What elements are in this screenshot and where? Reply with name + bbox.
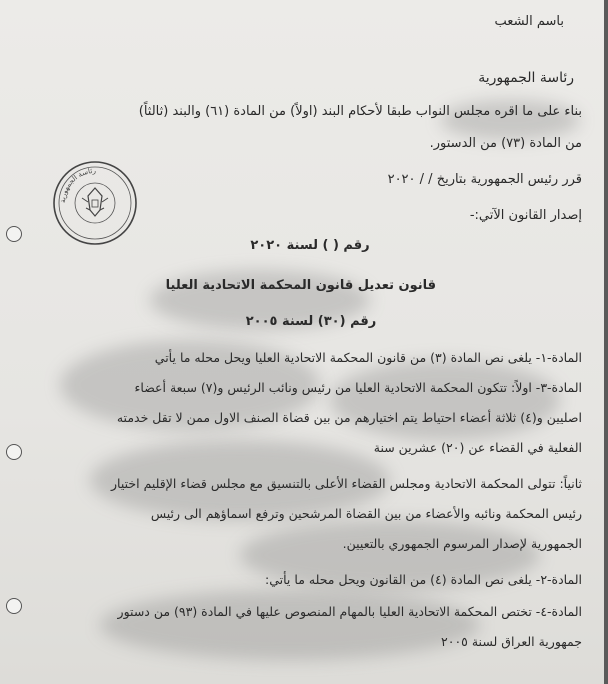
svg-text:رئاسة الجمهورية: رئاسة الجمهورية	[58, 166, 97, 204]
article-2-line-2: جمهورية العراق لسنة ٢٠٠٥	[441, 634, 582, 649]
issuance-line: إصدار القانون الآتي:-	[469, 208, 582, 223]
article-1-para-2-line-2: رئيس المحكمة ونائبه والأعضاء من بين القضاة المرشحين وترفع اسماؤهم الى رئيس	[150, 506, 582, 521]
article-1-intro: المادة-١- يلغى نص المادة (٣) من قانون المحكمة الاتحادية العليا ويحل محله ما يأتي	[154, 350, 582, 365]
smudge	[330, 360, 560, 440]
preamble-line-1: بناء على ما اقره مجلس النواب طبقا لأحكام البند (اولاً) من المادة (٦١) والبند (ثالثاً)	[138, 104, 582, 119]
law-reference: رقم (٣٠) لسنة ٢٠٠٥	[245, 314, 377, 329]
doc-issuer: رئاسة الجمهورية	[478, 70, 574, 86]
article-2-intro: المادة-٢- يلغى نص المادة (٤) من القانون ويحل محله ما يأتي:	[265, 572, 582, 587]
presidency-seal-icon	[52, 160, 138, 246]
article-1-para-1-line-3: الفعلية في القضاء عن (٢٠) عشرين سنة	[373, 440, 582, 455]
doc-header: باسم الشعب	[494, 14, 564, 29]
law-number: رقم ( ) لسنة ٢٠٢٠	[250, 238, 370, 253]
article-1-para-2-line-1: ثانياً: تتولى المحكمة الاتحادية ومجلس القضاء الأعلى بالتنسيق مع مجلس قضاء الإقليم اختيار	[111, 476, 582, 491]
law-title: قانون تعديل قانون المحكمة الاتحادية العليا	[165, 278, 436, 293]
preamble-line-2: من المادة (٧٣) من الدستور.	[429, 136, 582, 151]
punch-hole	[6, 226, 22, 242]
article-1-para-2-line-3: الجمهورية لإصدار المرسوم الجمهوري بالتعيين.	[342, 536, 582, 551]
punch-hole	[6, 598, 22, 614]
article-1-para-1-line-2: اصليين و(٤) ثلاثة أعضاء احتياط يتم اختيارهم من بين قضاة الصنف الاول ممن لا تقل خدمته	[116, 410, 582, 425]
smudge	[100, 590, 480, 660]
decision-line: قرر رئيس الجمهورية بتاريخ / / ٢٠٢٠	[387, 172, 582, 187]
punch-hole	[6, 444, 22, 460]
article-2-line-1: المادة-٤- تختص المحكمة الاتحادية العليا بالمهام المنصوص عليها في المادة (٩٣) من دستور	[117, 604, 582, 619]
article-1-para-1-line-1: المادة-٣- اولاً: تتكون المحكمة الاتحادية العليا من رئيس ونائب الرئيس و(٧) سبعة أعضاء	[134, 380, 582, 395]
